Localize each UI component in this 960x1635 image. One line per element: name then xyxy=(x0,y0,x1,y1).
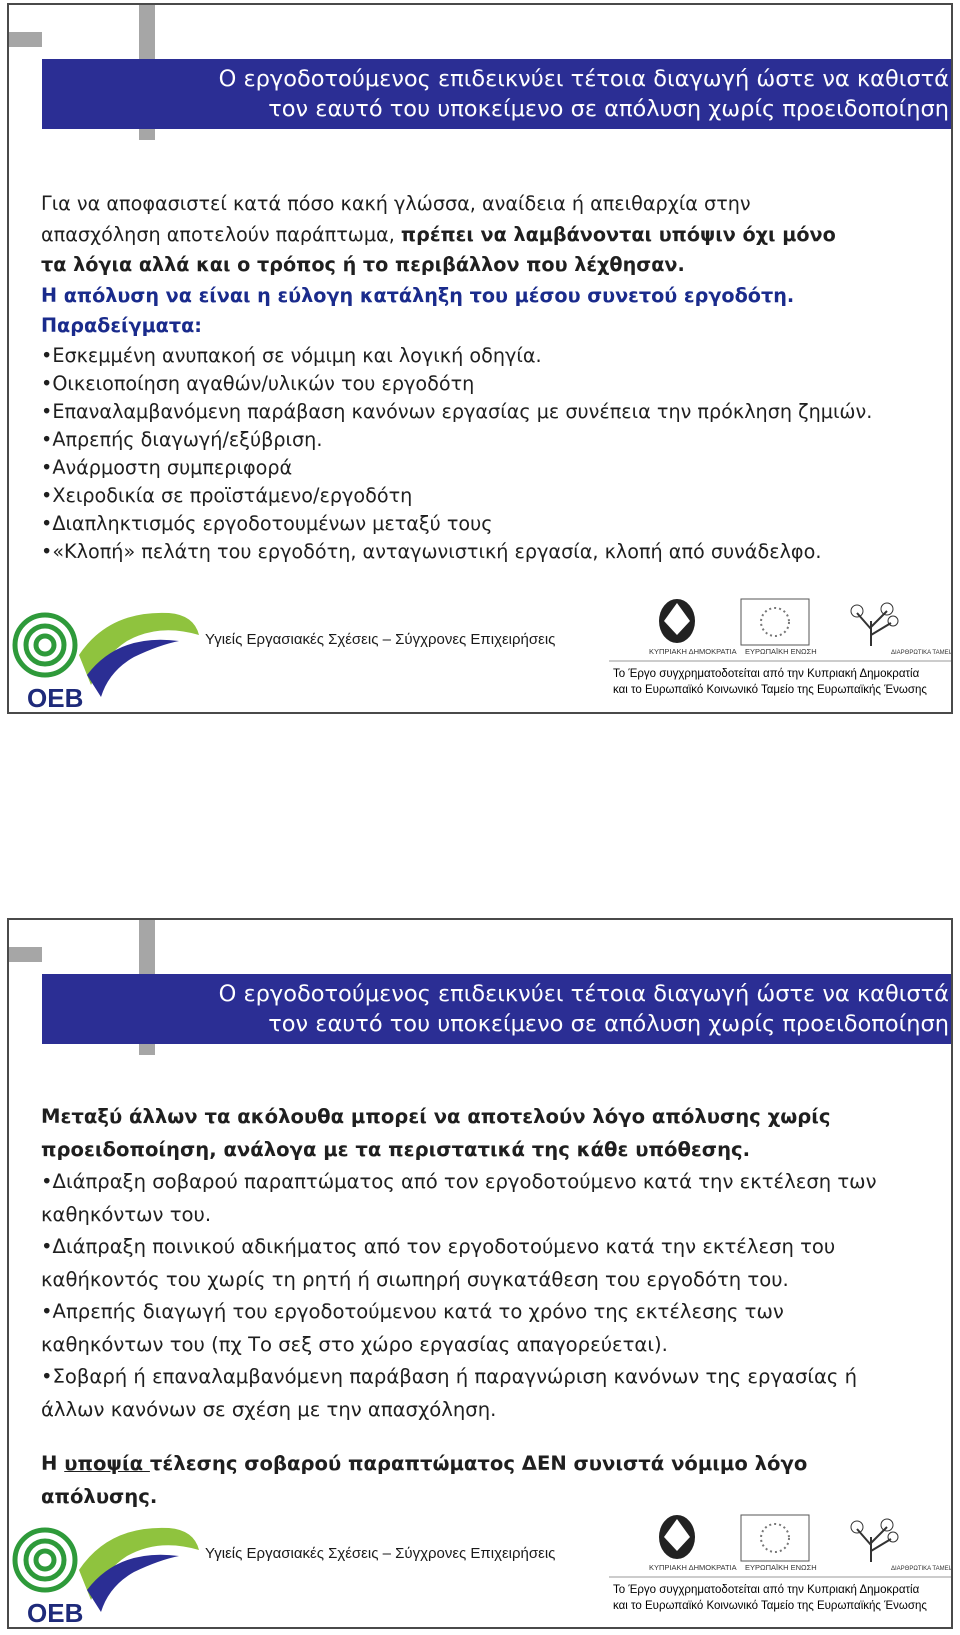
intro-line: απασχόληση αποτελούν παράπτωμα, πρέπει να λαμβάνονται υπόψιν όχι μόνο xyxy=(41,222,836,246)
intro-line: τα λόγια αλλά και ο τρόπος ή το περιβάλλον που λέχθησαν. xyxy=(41,253,685,276)
svg-text:και το Ευρωπαϊκό Κοινωνικό Ταμ: και το Ευρωπαϊκό Κοινωνικό Ταμείο της Ευρωπαϊκής Ένωσης xyxy=(613,684,927,696)
intro-line: προειδοποίηση, ανάλογα με τα περιστατικά της κάθε υπόθεσης. xyxy=(41,1137,751,1161)
list-item: •Διάπραξη ποινικού αδικήματος από τον εργοδοτούμενο κατά την εκτέλεση του xyxy=(41,1235,836,1258)
svg-text:ΚΥΠΡΙΑΚΗ ΔΗΜΟΚΡΑΤΙΑ: ΚΥΠΡΙΑΚΗ ΔΗΜΟΚΡΑΤΙΑ xyxy=(649,647,737,656)
list-item: •Ανάρμοστη συμπεριφορά xyxy=(41,455,293,479)
list-item: •Απρεπής διαγωγή του εργοδοτούμενου κατά το χρόνο της εκτέλεσης των xyxy=(41,1300,784,1323)
oeb-logo xyxy=(9,1520,209,1629)
eu-flag-icon xyxy=(741,1515,817,1572)
list-item: •Διάπραξη σοβαρού παραπτώματος από τον εργοδοτούμενο κατά την εκτέλεση των xyxy=(41,1170,877,1193)
structural-funds-tree-icon xyxy=(851,603,953,656)
svg-text:ΚΥΠΡΙΑΚΗ ΔΗΜΟΚΡΑΤΙΑ: ΚΥΠΡΙΑΚΗ ΔΗΜΟΚΡΑΤΙΑ xyxy=(649,1563,737,1572)
spacer xyxy=(41,1426,941,1448)
slide-2 xyxy=(7,918,953,1629)
list-item: καθηκόντων του (πχ Το σεξ στο χώρο εργασίας απαγορεύεται). xyxy=(41,1332,668,1356)
oeb-logo xyxy=(9,605,209,714)
svg-text:ΕΥΡΩΠΑΪΚΗ ΕΝΩΣΗ: ΕΥΡΩΠΑΪΚΗ ΕΝΩΣΗ xyxy=(745,647,817,656)
svg-text:και το Ευρωπαϊκό Κοινωνικό Ταμ: και το Ευρωπαϊκό Κοινωνικό Ταμείο της Ευρωπαϊκής Ένωσης xyxy=(613,1600,927,1612)
sponsor-logos xyxy=(609,591,953,706)
footer-text: Υγιείς Εργασιακές Σχέσεις – Σύγχρονες Επιχειρήσεις xyxy=(205,1545,556,1562)
closing-line: Η υποψία τέλεσης σοβαρού παραπτώματος ΔΕΝ συνιστά νόμιμο λόγο xyxy=(41,1452,808,1475)
conclusion-line: Η απόλυση να είναι η εύλογη κατάληξη του μέσου συνετού εργοδότη. xyxy=(41,283,795,307)
sponsor-logos xyxy=(609,1507,953,1622)
svg-text:OEB: OEB xyxy=(27,683,84,713)
cyprus-seal-icon xyxy=(649,1515,737,1572)
slide-1 xyxy=(7,3,953,714)
list-item: •Εσκεμμένη ανυπακοή σε νόμιμη και λογική οδηγία. xyxy=(41,343,542,367)
list-item: άλλων κανόνων σε σχέση με την απασχόληση. xyxy=(41,1397,497,1421)
slide-body xyxy=(41,1101,941,1513)
list-item: •Χειροδικία σε προϊστάμενο/εργοδότη xyxy=(41,483,413,507)
list-item: καθήκοντός του χωρίς τη ρητή ή σιωπηρή συγκατάθεση του εργοδότη του. xyxy=(41,1267,789,1291)
intro-line: Για να αποφασιστεί κατά πόσο κακή γλώσσα, αναίδεια ή απειθαρχία στην xyxy=(41,192,751,215)
footer-text: Υγιείς Εργασιακές Σχέσεις – Σύγχρονες Επιχειρήσεις xyxy=(205,631,556,648)
decorative-bar-horizontal xyxy=(9,32,42,47)
svg-text:Το Έργο συγχρηματοδοτείται από: Το Έργο συγχρηματοδοτείται από την Κυπριακή Δημοκρατία xyxy=(613,1584,920,1596)
slide-title-line-2: τον εαυτό του υποκείμενο σε απόλυση χωρίς προειδοποίηση xyxy=(268,1011,949,1037)
list-item: •«Κλοπή» πελάτη του εργοδότη, ανταγωνιστική εργασία, κλοπή από συνάδελφο. xyxy=(41,539,822,563)
list-item: •Διαπληκτισμός εργοδοτουμένων μεταξύ τους xyxy=(41,511,493,535)
list-item: •Οικειοποίηση αγαθών/υλικών του εργοδότη xyxy=(41,371,475,395)
list-item: •Επαναλαμβανόμενη παράβαση κανόνων εργασίας με συνέπεια την πρόκληση ζημιών. xyxy=(41,399,873,423)
slide-title-line-1: Ο εργοδοτούμενος επιδεικνύει τέτοια διαγωγή ώστε να καθιστά xyxy=(218,66,949,92)
svg-text:Το Έργο συγχρηματοδοτείται από: Το Έργο συγχρηματοδοτείται από την Κυπριακή Δημοκρατία xyxy=(613,668,920,680)
list-item: •Απρεπής διαγωγή/εξύβριση. xyxy=(41,427,323,451)
svg-text:ΕΥΡΩΠΑΪΚΗ ΕΝΩΣΗ: ΕΥΡΩΠΑΪΚΗ ΕΝΩΣΗ xyxy=(745,1563,817,1572)
examples-heading: Παραδείγματα: xyxy=(41,314,202,337)
cyprus-seal-icon xyxy=(649,599,737,656)
slide-title-line-1: Ο εργοδοτούμενος επιδεικνύει τέτοια διαγωγή ώστε να καθιστά xyxy=(218,981,949,1007)
structural-funds-tree-icon xyxy=(851,1519,953,1572)
eu-flag-icon xyxy=(741,599,817,656)
slide-body xyxy=(41,189,941,566)
svg-text:ΔΙΑΡΘΡΩΤΙΚΑ ΤΑΜΕΙΑ: ΔΙΑΡΘΡΩΤΙΚΑ ΤΑΜΕΙΑ xyxy=(891,650,955,656)
decorative-bar-horizontal xyxy=(9,947,42,962)
list-item: καθηκόντων του. xyxy=(41,1202,212,1226)
svg-text:ΔΙΑΡΘΡΩΤΙΚΑ ΤΑΜΕΙΑ: ΔΙΑΡΘΡΩΤΙΚΑ ΤΑΜΕΙΑ xyxy=(891,1566,955,1572)
closing-line: απόλυσης. xyxy=(41,1484,158,1508)
intro-line: Μεταξύ άλλων τα ακόλουθα μπορεί να αποτελούν λόγο απόλυσης χωρίς xyxy=(41,1105,831,1128)
svg-text:OEB: OEB xyxy=(27,1598,84,1628)
list-item: •Σοβαρή ή επαναλαμβανόμενη παράβαση ή παραγνώριση κανόνων της εργασίας ή xyxy=(41,1365,858,1388)
slide-title-line-2: τον εαυτό του υποκείμενο σε απόλυση χωρίς προειδοποίηση xyxy=(268,96,949,122)
